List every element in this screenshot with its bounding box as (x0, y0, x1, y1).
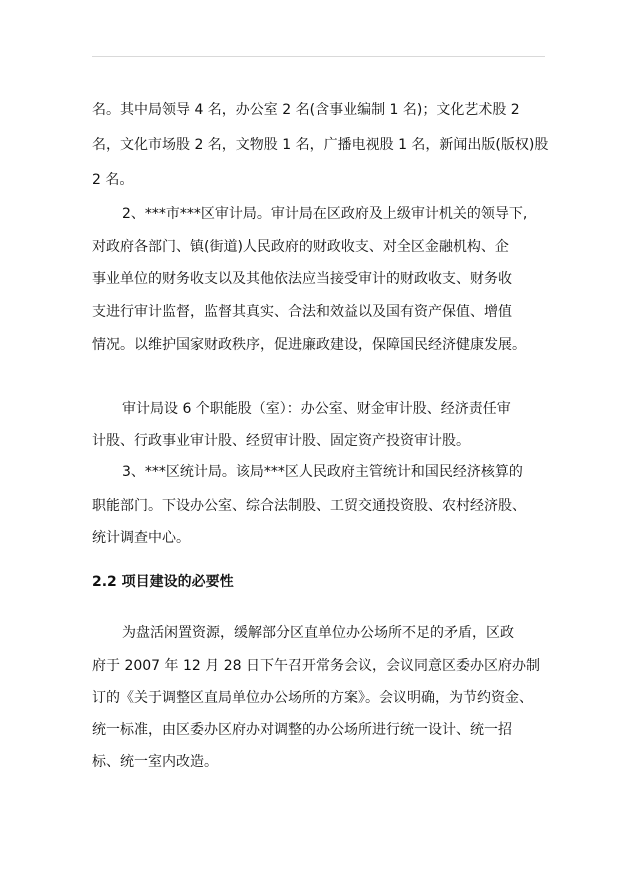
text-line-2: 名，文化市场股 2 名，文物股 1 名，广播电视股 1 名，新闻出版(版权)股 (92, 137, 549, 153)
paragraph-audit-bureau-line-5: 情况。以维护国家财政秩序，促进廉政建设，保障国民经济健康发展。 (92, 337, 526, 353)
section-paragraph-line-4: 统一标准，由区委办区府办对调整的办公场所进行统一设计、统一招 (92, 722, 512, 738)
section-heading: 2.2 项目建设的必要性 (92, 574, 234, 590)
paragraph-audit-units-line-1: 审计局设 6 个职能股（室）：办公室、财金审计股、经济责任审 (122, 401, 511, 417)
section-paragraph-line-3: 订的《关于调整区直局单位办公场所的方案》。会议明确，为节约资金、 (92, 690, 533, 706)
paragraph-statistics-bureau-line-1: 3、***区统计局。该局***区人民政府主管统计和国民经济核算的 (122, 464, 523, 480)
paragraph-audit-bureau-line-2: 对政府各部门、镇(街道)人民政府的财政收支、对全区金融机构、企 (92, 239, 509, 255)
paragraph-audit-bureau-line-1: 2、***市***区审计局。审计局在区政府及上级审计机关的领导下, (122, 206, 528, 222)
section-paragraph-line-2: 府于 2007 年 12 月 28 日下午召开常务会议，会议同意区委办区府办制 (92, 658, 540, 674)
paragraph-statistics-bureau-line-3: 统计调查中心。 (92, 530, 190, 546)
text-line-1: 名。其中局领导 4 名，办公室 2 名(含事业编制 1 名)；文化艺术股 2 (92, 102, 520, 118)
header-rule (92, 56, 545, 57)
section-paragraph-line-1: 为盘活闲置资源，缓解部分区直单位办公场所不足的矛盾，区政 (122, 625, 514, 641)
paragraph-statistics-bureau-line-2: 职能部门。下设办公室、综合法制股、工贸交通投资股、农村经济股、 (92, 498, 526, 514)
section-paragraph-line-5: 标、统一室内改造。 (92, 754, 218, 770)
paragraph-audit-units-line-2: 计股、行政事业审计股、经贸审计股、固定资产投资审计股。 (92, 433, 470, 449)
paragraph-audit-bureau-line-3: 事业单位的财务收支以及其他依法应当接受审计的财政收支、财务收 (92, 271, 512, 287)
paragraph-audit-bureau-line-4: 支进行审计监督，监督其真实、合法和效益以及国有资产保值、增值 (92, 304, 512, 320)
text-line-3: 2 名。 (92, 172, 134, 188)
